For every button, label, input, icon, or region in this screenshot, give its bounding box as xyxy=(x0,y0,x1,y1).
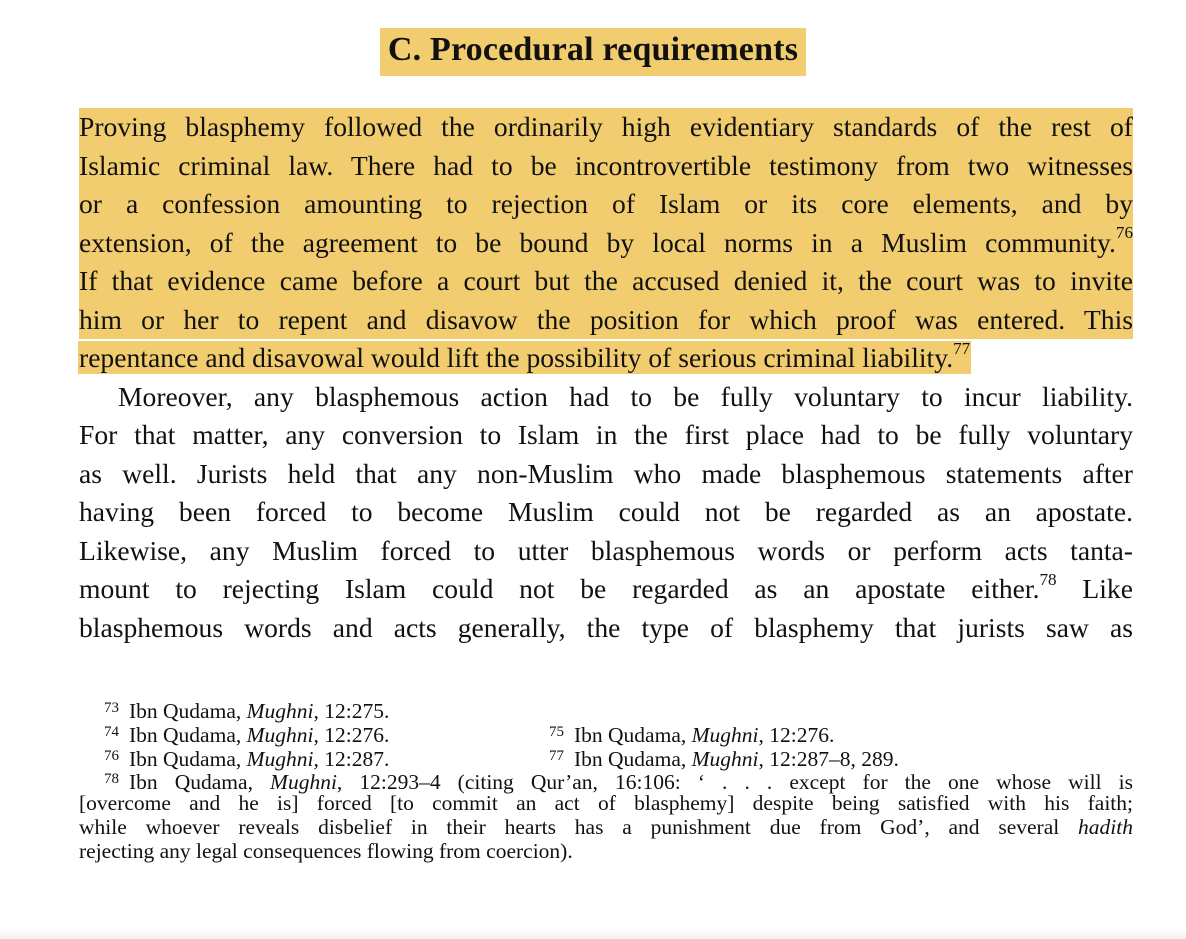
footnote-76-ref: , 12:287. xyxy=(313,746,390,771)
footnote-75-title: Mughni xyxy=(691,722,759,747)
paragraph1-line-5: If that evidence came before a court but the accused denied it, the court was to invite xyxy=(79,262,1133,301)
paragraph2-line-4: having been forced to become Muslim could not be regarded as an apostate. xyxy=(79,496,1133,527)
footnote-78-line-3-text: while whoever reveals disbelief in their hearts has a punishment due from God’, and several xyxy=(79,814,1079,839)
section-heading: C. Procedural requirements xyxy=(380,28,806,76)
body-text xyxy=(79,108,1133,647)
paragraph2-line-7: blasphemous words and acts generally, the type of blasphemy that jurists saw as xyxy=(79,611,1133,643)
paragraph1-line-2: Islamic criminal law. There had to be incontrovertible testimony from two witnesses xyxy=(79,147,1133,186)
footnote-78-title: Mughni xyxy=(270,770,337,795)
footnote-76-title: Mughni xyxy=(246,746,314,771)
footnote-74-entry xyxy=(104,721,389,748)
footnote-78-line-4: rejecting any legal consequences flowing from coercion). xyxy=(79,838,573,863)
paragraph2-line-5: Likewise, any Muslim forced to utter blasphemous words or perform acts tanta- xyxy=(79,534,1133,566)
footnote-73-title: Mughni xyxy=(246,699,314,723)
footnote-77-number: 77 xyxy=(549,747,564,764)
footnote-73-number: 73 xyxy=(104,700,119,716)
paragraph1-line-7 xyxy=(79,339,1133,378)
paragraph2-line-2: For that matter, any conversion to Islam in the first place had to be fully voluntary xyxy=(79,419,1133,450)
footnote-78-line-3-hadith: hadith xyxy=(1078,814,1133,839)
footnote-ref-76: 76 xyxy=(1115,223,1133,243)
footnote-77-ref: , 12:287–8, 289. xyxy=(758,746,899,771)
paragraph2-line-6-tail: Like xyxy=(1082,573,1133,604)
paragraph1-line-4 xyxy=(79,224,1133,263)
footnote-77-entry xyxy=(549,745,899,772)
footnote-75-number: 75 xyxy=(549,723,564,740)
paragraph2-line-3: as well. Jurists held that any non-Muslim who made blasphemous statements after xyxy=(79,457,1133,489)
footnotes xyxy=(79,697,1133,864)
paragraph2-line-6-text: mount to rejecting Islam could not be regarded as an apostate either. xyxy=(79,573,1040,604)
footnote-73-ref: , 12:275. xyxy=(313,699,390,723)
footnote-76-entry xyxy=(104,745,389,772)
footnote-78-line-3 xyxy=(79,816,1133,840)
paragraph2-line-6 xyxy=(79,570,1133,609)
paragraph1-line-1: Proving blasphemy followed the ordinarily high evidentiary standards of the rest of xyxy=(79,108,1133,147)
footnote-ref-77: 77 xyxy=(953,338,971,358)
paragraph1-line-6: him or her to repent and disavow the position for which proof was entered. This xyxy=(79,301,1133,340)
page-bottom-shadow xyxy=(0,929,1186,939)
footnote-78-author: Ibn Qudama, xyxy=(129,770,271,795)
footnote-77-author: Ibn Qudama, xyxy=(574,746,692,771)
paragraph2-line-1: Moreover, any blasphemous action had to be fully voluntary to incur liability. xyxy=(118,380,1133,412)
paragraph1-line-7-text: repentance and disavowal would lift the possibility of serious criminal liability. xyxy=(79,342,954,373)
paragraph1-line-4-text: extension, of the agreement to be bound by local norms in a Muslim community. xyxy=(79,226,1116,258)
footnote-76-author: Ibn Qudama, xyxy=(129,746,247,771)
footnote-row-76-77 xyxy=(79,745,1133,769)
footnote-74-number: 74 xyxy=(104,723,119,740)
footnote-78-line-1 xyxy=(79,768,1134,795)
footnote-76-number: 76 xyxy=(104,747,119,764)
footnote-75-ref: , 12:276. xyxy=(758,722,835,747)
paragraph1-line-7-highlight xyxy=(79,338,971,373)
footnote-75-author: Ibn Qudama, xyxy=(574,722,692,747)
footnote-74-title: Mughni xyxy=(246,722,314,747)
footnote-ref-78: 78 xyxy=(1039,569,1057,589)
footnote-73 xyxy=(79,697,1133,721)
paragraph1-line-3: or a confession amounting to rejection of Islam or its core elements, and by xyxy=(79,185,1133,224)
footnote-74-author: Ibn Qudama, xyxy=(129,722,247,747)
footnote-73-author: Ibn Qudama, xyxy=(129,699,247,723)
footnote-73-entry xyxy=(104,697,389,724)
footnote-78-line-2: [overcome and he is] forced [to commit an act of blasphemy] despite being satisfied with his faith; xyxy=(79,791,1133,816)
footnote-row-74-75 xyxy=(79,721,1133,745)
footnote-78-line-1-rest: , 12:293–4 (citing Qur’an, 16:106: ‘ . . . except for the one whose will is xyxy=(336,770,1134,795)
footnote-74-ref: , 12:276. xyxy=(313,722,390,747)
footnote-75-entry xyxy=(549,721,834,748)
footnote-78-number: 78 xyxy=(104,771,119,788)
section-heading-wrap xyxy=(0,28,1186,76)
footnote-77-title: Mughni xyxy=(691,746,759,771)
